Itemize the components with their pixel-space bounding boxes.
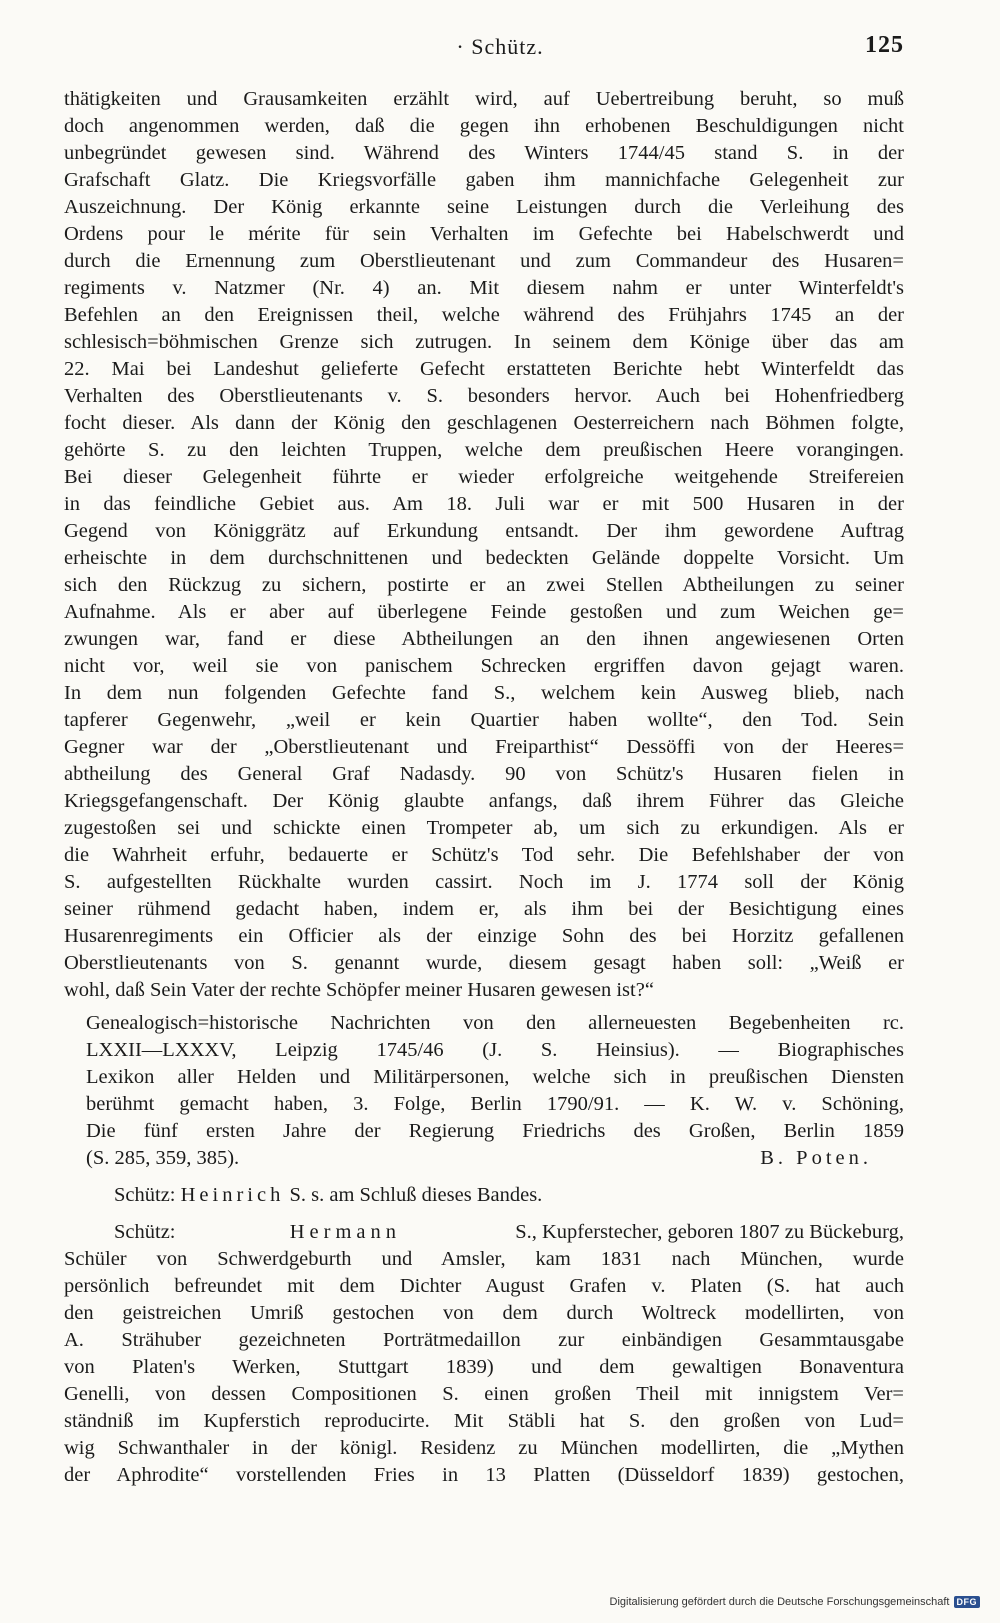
text-line: Oberstlieutenants von S. genannt wurde, diesem gesagt haben soll: „Weiß er xyxy=(64,952,904,974)
page-number: 125 xyxy=(865,32,904,58)
text-line: abtheilung des General Graf Nadasdy. 90 von Schütz's Husaren fielen in xyxy=(64,763,904,785)
text-line: in das feindliche Gebiet aus. Am 18. Juli war er mit 500 Husaren in der xyxy=(64,493,904,515)
text-line: A. Strähuber gezeichneten Porträtmedaillon zur einbändigen Gesammtausgabe xyxy=(64,1329,904,1351)
text-line: zugestoßen sei und schickte einen Trompeter ab, um sich zu erkundigen. Als er xyxy=(64,817,904,839)
text-line: regiments v. Natzmer (Nr. 4) an. Mit diesem nahm er unter Winterfeldt's xyxy=(64,277,904,299)
text-line: S. aufgestellten Rückhalte wurden cassirt. Noch im J. 1774 soll der König xyxy=(64,871,904,893)
text-line: Genelli, von dessen Compositionen S. einen großen Theil mit innigstem Ver= xyxy=(64,1383,904,1405)
text-line: durch die Ernennung zum Oberstlieutenant und zum Commandeur des Husaren= xyxy=(64,250,904,272)
bibliography-last-row xyxy=(64,1145,904,1172)
bibliography xyxy=(64,1010,904,1145)
text-line: In dem nun folgenden Gefechte fand S., welchem kein Ausweg blieb, nach xyxy=(64,682,904,704)
text-line: Kriegsgefangenschaft. Der König glaubte anfangs, daß ihrem Führer das Gleiche xyxy=(64,790,904,812)
dfg-logo: DFG xyxy=(954,1596,981,1608)
text-line: Die fünf ersten Jahre der Regierung Friedrichs des Großen, Berlin 1859 xyxy=(86,1120,904,1142)
text-line: Bei dieser Gelegenheit führte er wieder erfolgreiche weitgehende Streifereien xyxy=(64,466,904,488)
text-line: LXXII—LXXXV, Leipzig 1745/46 (J. S. Heinsius). — Biographisches xyxy=(86,1039,904,1061)
text-line: thätigkeiten und Grausamkeiten erzählt wird, auf Uebertreibung beruht, so muß xyxy=(64,88,904,110)
text-line: berühmt gemacht haben, 3. Folge, Berlin 1790/91. — K. W. v. Schöning, xyxy=(86,1093,904,1115)
text-line: Genealogisch=historische Nachrichten von den allerneuesten Begebenheiten rc. xyxy=(86,1012,904,1034)
text-line: doch angenommen werden, daß die gegen ihn erhobenen Beschuldigungen nicht xyxy=(64,115,904,137)
text-line: Auszeichnung. Der König erkannte seine Leistungen durch die Verleihung des xyxy=(64,196,904,218)
text-line: die Wahrheit erfuhr, bedauerte er Schütz's Tod sehr. Die Befehlshaber der von xyxy=(64,844,904,866)
text-line: Aufnahme. Als er aber auf überlegene Feinde gestoßen und zum Weichen ge= xyxy=(64,601,904,623)
text-line: Gegend von Königgrätz auf Erkundung entsandt. Der ihm gewordene Auftrag xyxy=(64,520,904,542)
text-line: wig Schwanthaler in der königl. Residenz zu München modellirten, die „Mythen xyxy=(64,1437,904,1459)
text-line: Befehlen an den Ereignissen theil, welche während des Frühjahrs 1745 an der xyxy=(64,304,904,326)
entry-name: Schütz: xyxy=(114,1184,176,1206)
text-line: focht dieser. Als dann der König den geschlagenen Oesterreichern nach Böhmen folgte, xyxy=(64,412,904,434)
text-line: von Platen's Werken, Stuttgart 1839) und dem gewaltigen Bonaventura xyxy=(64,1356,904,1378)
text-line: Ordens pour le mérite für sein Verhalten im Gefechte bei Habelschwerdt und xyxy=(64,223,904,245)
hermann-entry-body xyxy=(64,1246,904,1489)
text-line: erheischte in dem durchschnittenen und bedeckten Gelände doppelte Vorsicht. Um xyxy=(64,547,904,569)
text-line: Grafschaft Glatz. Die Kriegsvorfälle gaben ihm mannichfache Gelegenheit zur xyxy=(64,169,904,191)
body-paragraph xyxy=(64,86,904,1004)
author-signature: B. Poten. xyxy=(760,1147,872,1169)
text-line: ständniß im Kupferstich reproducirte. Mit Stäbli hat S. den großen von Lud= xyxy=(64,1410,904,1432)
text-line: Lexikon aller Helden und Militärpersonen, welche sich in preußischen Diensten xyxy=(86,1066,904,1088)
text-line: seiner rühmend gedacht haben, indem er, als ihm bei der Besichtigung eines xyxy=(64,898,904,920)
text-line: nicht vor, weil sie von panischem Schrecken ergriffen davon gejagt waren. xyxy=(64,655,904,677)
cross-reference-entry xyxy=(64,1182,904,1209)
credit-text: Digitalisierung gefördert durch die Deutsche Forschungsgemeinschaft xyxy=(609,1596,950,1608)
text-line: wohl, daß Sein Vater der rechte Schöpfer meiner Husaren gewesen ist?“ xyxy=(64,979,654,1001)
bibliography-last-line: (S. 285, 359, 385). xyxy=(86,1147,240,1169)
hermann-entry-heading xyxy=(64,1219,904,1246)
running-head xyxy=(0,32,1000,62)
text-line: schlesisch=böhmischen Grenze sich zutrugen. In seinem dem Könige über das am xyxy=(64,331,904,353)
text-line: gehörte S. zu den leichten Truppen, welche dem preußischen Heere vorangingen. xyxy=(64,439,904,461)
text-line: sich den Rückzug zu sichern, postirte er an zwei Stellen Abtheilungen zu seiner xyxy=(64,574,904,596)
text-line: der Aphrodite“ vorstellenden Fries in 13 Platten (Düsseldorf 1839) gestochen, xyxy=(64,1464,904,1486)
text-line: zwungen war, fand er diese Abtheilungen an den ihnen angewiesenen Orten xyxy=(64,628,904,650)
entry-given-name: Heinrich xyxy=(180,1184,285,1206)
text-line: den geistreichen Umriß gestochen von dem durch Woltreck modellirten, von xyxy=(64,1302,904,1324)
text-block xyxy=(64,86,904,1489)
text-line: tapferer Gegenwehr, „weil er kein Quartier haben wollte“, den Tod. Sein xyxy=(64,709,904,731)
text-line: Gegner war der „Oberstlieutenant und Freiparthist“ Dessöffi von der Heeres= xyxy=(64,736,904,758)
text-line: Verhalten des Oberstlieutenants v. S. besonders hervor. Auch bei Hohenfriedberg xyxy=(64,385,904,407)
text-line: 22. Mai bei Landeshut gelieferte Gefecht erstatteten Berichte hebt Winterfeldt das xyxy=(64,358,904,380)
entry-name: Schütz: xyxy=(114,1221,176,1243)
text-line: Schüler von Schwerdgeburth und Amsler, kam 1831 nach München, wurde xyxy=(64,1248,904,1270)
text-line: persönlich befreundet mit dem Dichter August Grafen v. Platen (S. hat auch xyxy=(64,1275,904,1297)
entry-given-name: Hermann xyxy=(289,1221,401,1243)
text-line: Husarenregiments ein Officier als der einzige Sohn des bei Horzitz gefallenen xyxy=(64,925,904,947)
running-title: · Schütz. xyxy=(456,34,544,59)
digitization-credit xyxy=(610,1596,980,1608)
text-line: unbegründet gewesen sind. Während des Winters 1744/45 stand S. in der xyxy=(64,142,904,164)
entry-note: S. s. am Schluß dieses Bandes. xyxy=(289,1184,543,1206)
entry-first-line: S., Kupferstecher, geboren 1807 zu Bückeburg, xyxy=(515,1221,904,1243)
